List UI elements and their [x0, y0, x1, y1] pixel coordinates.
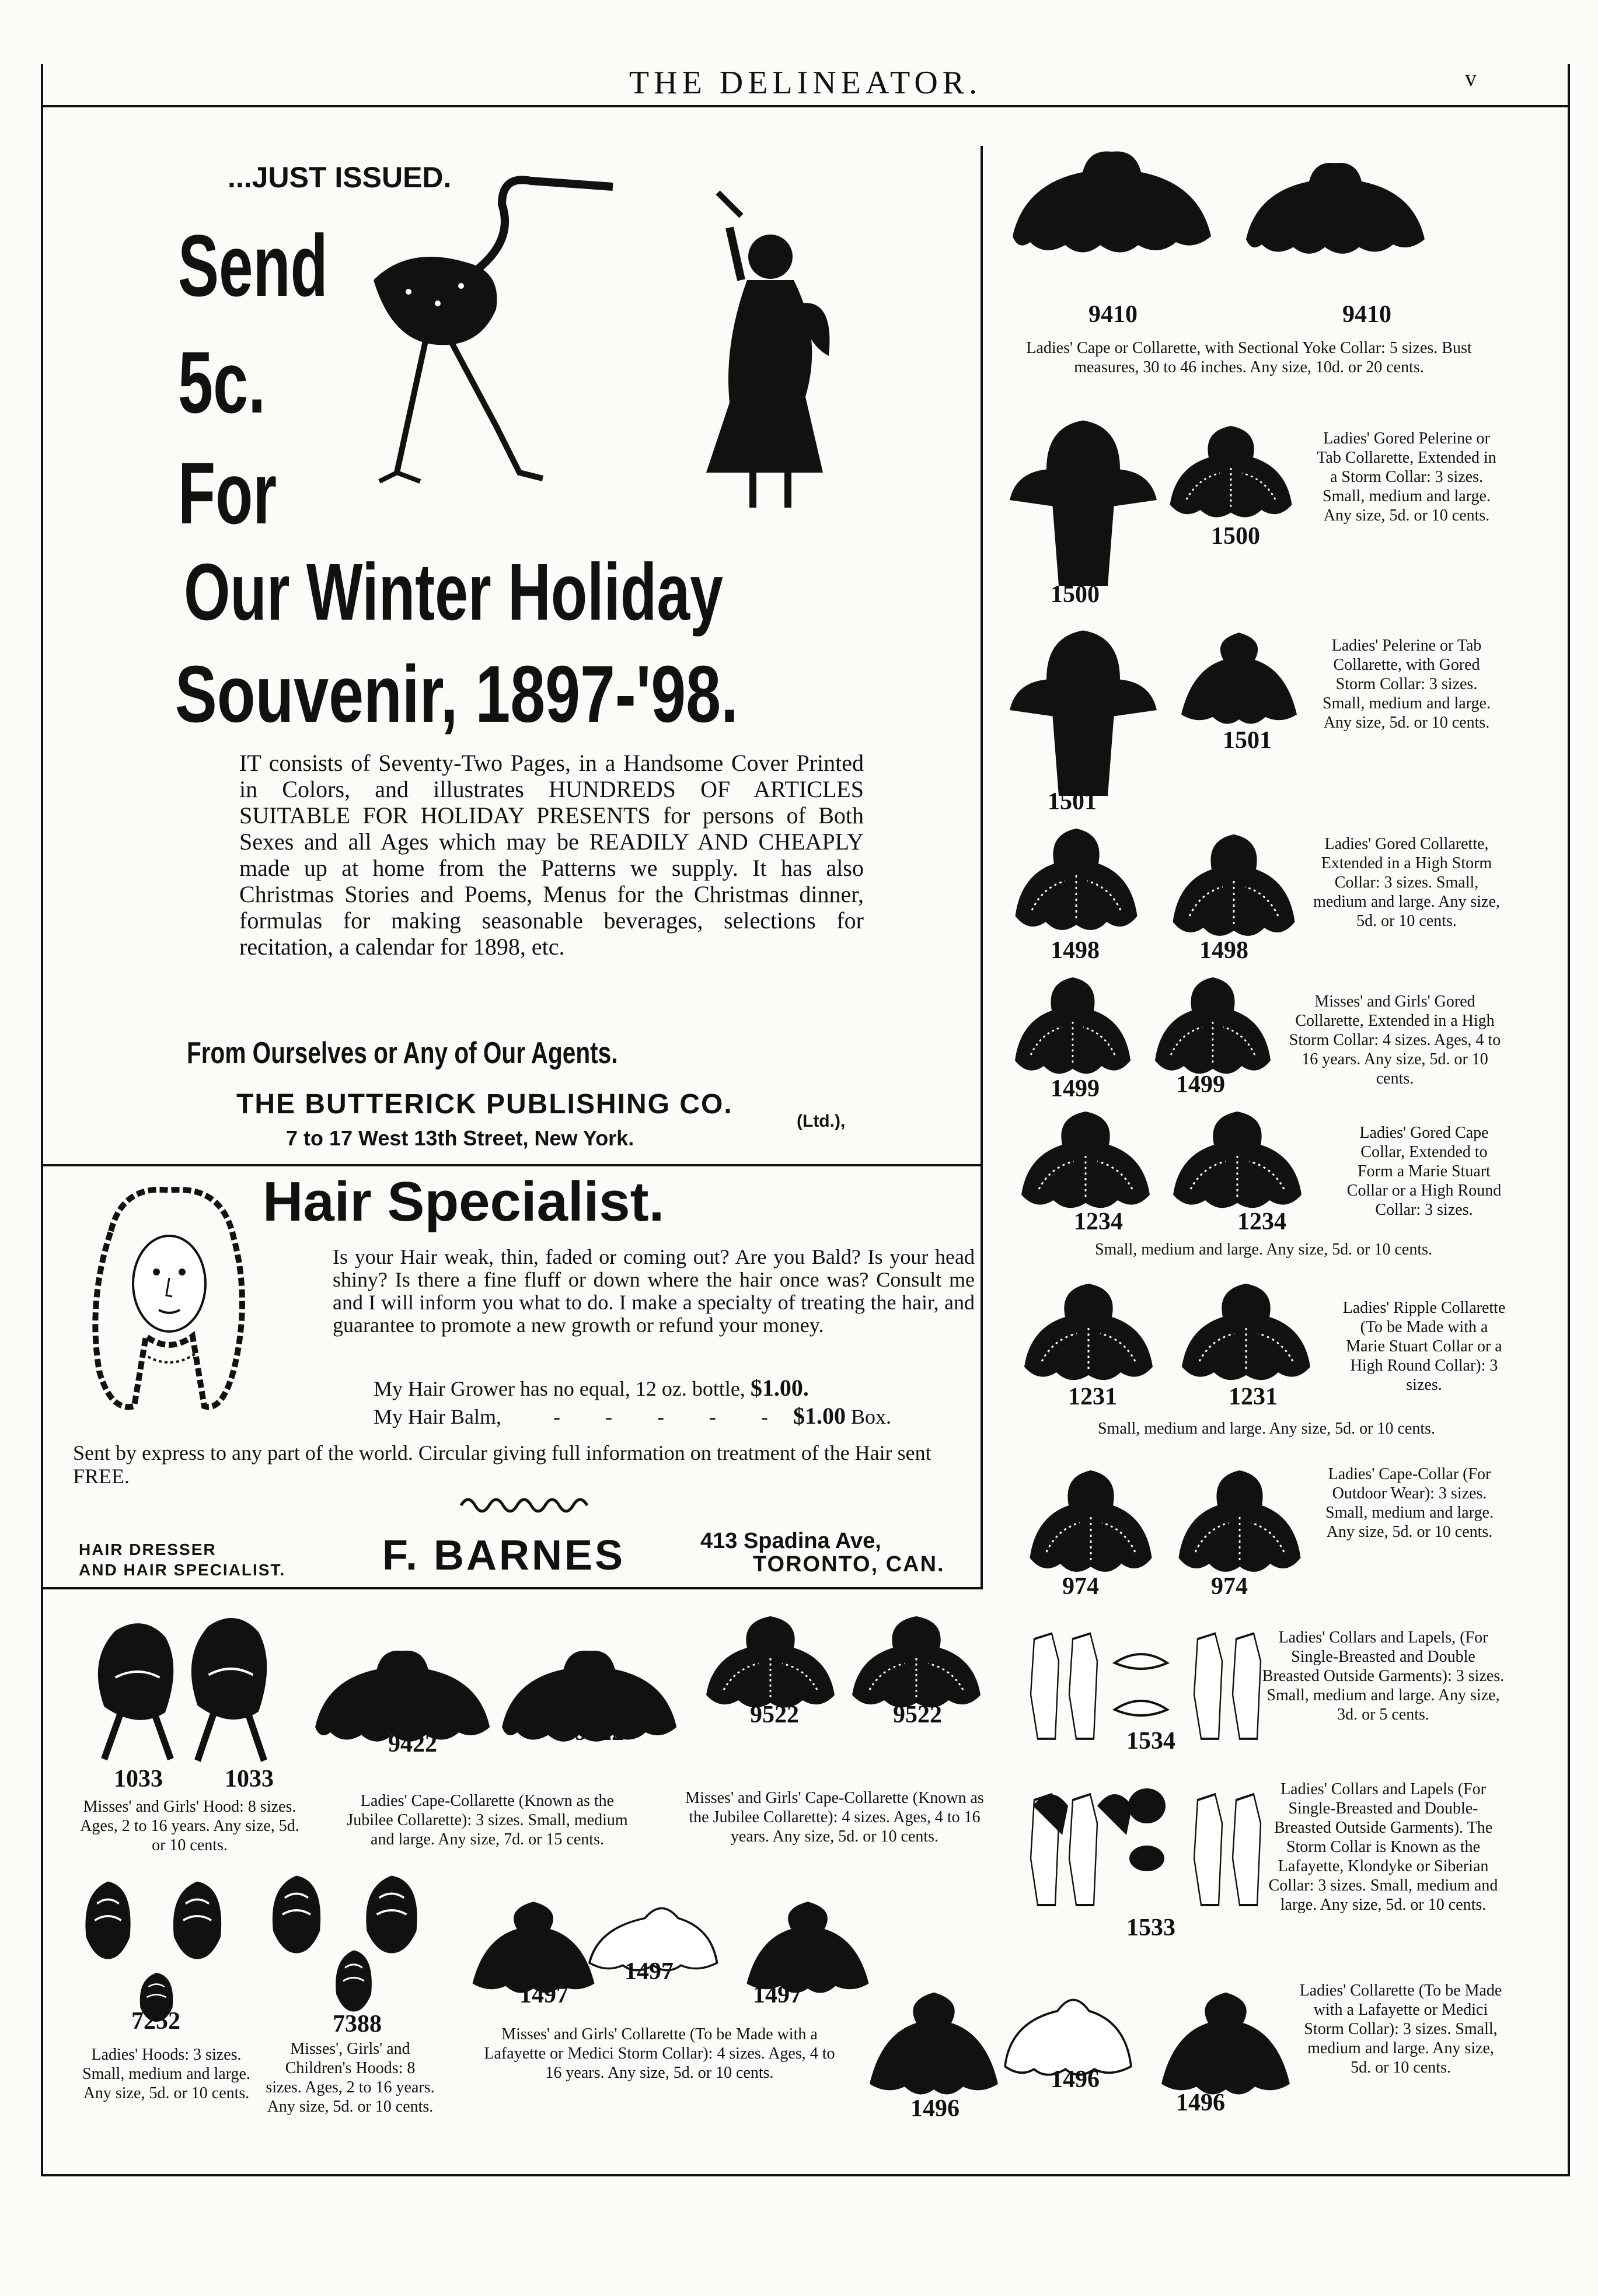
pattern-1500-illustration	[1010, 414, 1313, 589]
pattern-number: 1231	[1068, 1383, 1117, 1410]
frame-bottom	[41, 2174, 1570, 2176]
header-rule	[41, 105, 1570, 107]
pattern-number: 9422	[388, 1731, 437, 1757]
pattern-caption: Ladies' Gored Collarette, Extended in a High Storm Collar: 3 sizes. Small, medium and large. Any size, 5d. or 10 cents.	[1313, 835, 1500, 930]
souvenir-description: IT consists of Seventy-Two Pages, in a Handsome Cover Printed in Colors, and illustrates HUNDREDS OF ARTICLES SUITABLE FOR HOLIDAY PRESENTS for persons of Both Sexes and all Ages which may be READILY AND CHEAPLY made up at home from the Patterns we supply. It has also Christmas Stories and Poems, Menus for the Christmas dinner, formulas for making seasonable beverages, selections for recitation, a calendar for 1898, etc.	[239, 750, 864, 960]
pattern-caption: Ladies' Gored Cape Collar, Extended to Form a Marie Stuart Collar or a High Round Collar: 3 sizes.	[1346, 1124, 1502, 1219]
pattern-number: 1533	[1126, 1914, 1175, 1941]
frame-right	[1568, 64, 1570, 2176]
hair-balm-unit: Box.	[850, 1405, 891, 1428]
bottom-section-rule	[41, 1587, 983, 1589]
pattern-number: 9410	[1342, 301, 1391, 328]
pattern-9410-illustration	[1013, 149, 1398, 300]
frame-left	[41, 64, 43, 2176]
pattern-number: 974	[1062, 1573, 1099, 1600]
company-address: 7 to 17 West 13th Street, New York.	[286, 1126, 634, 1150]
pattern-caption: Ladies' Cape or Collarette, with Sectional Yoke Collar: 5 sizes. Bust measures, 30 to 46 inches. Any size, 10d. or 20 cents.	[1026, 339, 1472, 376]
pattern-number: 9522	[750, 1701, 799, 1728]
headline-line1: Our Winter Holiday	[184, 547, 723, 637]
pattern-number: 1497	[753, 1982, 802, 2008]
pattern-number: 1231	[1229, 1383, 1278, 1410]
pattern-caption: Misses' and Girls' Gored Collarette, Extended in a High Storm Collar: 4 sizes. Ages, 4 to 16 years. Any size, 5d. or 10 cents.	[1289, 993, 1501, 1088]
pattern-number: 1501	[1048, 788, 1097, 815]
pattern-number: 1496	[1051, 2066, 1100, 2093]
hair-role-line1: HAIR DRESSER	[79, 1540, 217, 1558]
pattern-1234-illustration	[1010, 1112, 1319, 1217]
woman-portrait-illustration	[88, 1184, 251, 1418]
pattern-caption: Misses', Girls' and Children's Hoods: 8 sizes. Ages, 2 to 16 years. Any size, 5d. or 10 cents.	[266, 2040, 435, 2116]
hair-express-note: Sent by express to any part of the world. Circular giving full information on treatment of the Hair sent FREE.	[73, 1441, 931, 1488]
pattern-number: 9410	[1088, 301, 1138, 328]
pattern-number: 7252	[131, 2008, 180, 2035]
pattern-number: 1033	[114, 1766, 163, 1792]
pattern-1231-illustration	[1018, 1284, 1328, 1389]
pattern-number: 1497	[519, 1982, 568, 2008]
just-issued-kicker: ...JUST ISSUED.	[228, 161, 452, 194]
company-name: THE BUTTERICK PUBLISHING CO.	[236, 1089, 733, 1120]
pattern-number: 1500	[1051, 581, 1100, 608]
for-word: For	[178, 444, 277, 542]
hair-balm-price: $1.00	[793, 1403, 846, 1429]
pattern-number: 1234	[1237, 1208, 1286, 1235]
pattern-9522-illustration	[700, 1616, 992, 1710]
hair-address-line1: 413 Spadina Ave,	[700, 1529, 881, 1553]
company-ltd: (Ltd.),	[797, 1112, 846, 1131]
from-ourselves-line: From Ourselves or Any of Our Agents.	[187, 1036, 618, 1070]
hair-grower-label: My Hair Grower has no equal, 12 oz. bottle,	[374, 1377, 745, 1400]
pattern-number: 1033	[225, 1766, 274, 1792]
send-word: Send	[178, 216, 328, 314]
pattern-caption: Ladies' Collars and Lapels (For Single-Breasted and Double-Breasted Outside Garments). The Storm Collar is Known as the Lafayette, Klondyke or Siberian Collar: 3 sizes. Small, medium and large. Any size, 5d. or 10 cents.	[1268, 1780, 1498, 1914]
pattern-caption: Misses' and Girls' Collarette (To be Made with a Lafayette or Medici Storm Collar): 4 sizes. Ages, 4 to 16 years. Any size, 5d. or 10 cents.	[484, 2025, 835, 2082]
hair-specialist-name: F. BARNES	[382, 1532, 626, 1579]
price-5c: 5c.	[178, 333, 266, 431]
hair-ad-title: Hair Specialist.	[263, 1170, 665, 1233]
pattern-number: 1496	[1176, 2089, 1225, 2116]
page-header-title: THE DELINEATOR.	[629, 65, 982, 101]
pattern-1533-illustration	[1027, 1783, 1272, 1923]
pattern-subcaption: Small, medium and large. Any size, 5d. or 10 cents.	[1094, 1240, 1433, 1259]
pattern-number: 974	[1211, 1573, 1248, 1600]
pattern-caption: Ladies' Cape-Collarette (Known as the Jubilee Collarette): 3 sizes. Small, medium and large. Any size, 7d. or 15 cents.	[347, 1792, 628, 1848]
pattern-number: 1498	[1199, 937, 1248, 964]
hair-role-line2: AND HAIR SPECIALIST.	[79, 1561, 286, 1579]
pattern-subcaption: Small, medium and large. Any size, 5d. or 10 cents.	[1097, 1420, 1436, 1438]
pattern-1499-illustration	[1010, 977, 1290, 1082]
hair-grower-price: $1.00.	[750, 1375, 809, 1401]
hair-ad-body: Is your Hair weak, thin, faded or coming out? Are you Bald? Is your head shiny? Is there a fine fluff or down where the hair once was? Consult me and I will inform you what to do. I make a specialty of treating the hair, and guarantee to promote a new growth or refund your money.	[333, 1245, 975, 1337]
pattern-1498-illustration	[1010, 829, 1313, 945]
pattern-caption: Ladies' Collars and Lapels, (For Single-Breasted and Double Breasted Outside Garments): 3 sizes. Small, medium and large. Any size, 3d. or 5 cents.	[1262, 1628, 1505, 1724]
pattern-caption: Ladies' Collarette (To be Made with a Lafayette or Medici Storm Collar): 3 sizes. Small, medium and large. Any size, 5d. or 10 cents.	[1299, 1982, 1502, 2077]
pattern-number: 1497	[624, 1958, 674, 1985]
pattern-caption: Ladies' Ripple Collarette (To be Made with a Marie Stuart Collar or a High Round Collar): 3 sizes.	[1342, 1299, 1506, 1394]
pattern-caption: Ladies' Gored Pelerine or Tab Collarette, Extended in a Storm Collar: 3 sizes. Small, medium and large. Any size, 5d. or 10 cents.	[1317, 429, 1496, 525]
pattern-caption: Ladies' Pelerine or Tab Collarette, with Gored Storm Collar: 3 sizes. Small, medium and large. Any size, 5d. or 10 cents.	[1323, 637, 1491, 732]
headline-line2: Souvenir, 1897-'98.	[175, 649, 738, 739]
decorative-squiggle	[461, 1494, 595, 1511]
pattern-number: 1501	[1223, 727, 1272, 754]
hair-grower-line	[374, 1374, 809, 1402]
pattern-number: 1496	[910, 2095, 960, 2122]
pattern-number: 1234	[1074, 1208, 1123, 1235]
stork-illustration	[362, 169, 689, 496]
column-divider	[981, 146, 983, 1587]
pattern-number: 9422	[575, 1719, 624, 1746]
hair-balm-dashes: - - - - -	[553, 1405, 788, 1428]
pattern-caption: Misses' and Girls' Cape-Collarette (Known as the Jubilee Collarette): 4 sizes. Ages, 4 to 16 years. Any size, 5d. or 10 cents.	[685, 1789, 984, 1846]
pattern-number: 9522	[893, 1701, 942, 1728]
pattern-number: 1499	[1176, 1071, 1225, 1098]
ad-divider	[41, 1164, 981, 1166]
pattern-number: 1534	[1126, 1728, 1175, 1755]
pattern-number: 7388	[333, 2011, 382, 2038]
page-number: v	[1465, 65, 1477, 91]
pattern-number: 1500	[1211, 523, 1260, 550]
hair-balm-line	[374, 1402, 891, 1430]
pattern-7388-illustration	[268, 1870, 444, 2022]
pattern-974-illustration	[1024, 1470, 1316, 1575]
pattern-number: 1498	[1051, 937, 1100, 964]
pattern-caption: Misses' and Girls' Hood: 8 sizes. Ages, 2 to 16 years. Any size, 5d. or 10 cents.	[80, 1798, 299, 1854]
pattern-1501-illustration	[1010, 624, 1313, 799]
cherub-illustration	[706, 193, 835, 519]
pattern-1033-illustration	[88, 1613, 280, 1771]
hair-balm-label: My Hair Balm,	[374, 1405, 501, 1428]
pattern-caption: Ladies' Hoods: 3 sizes. Small, medium and large. Any size, 5d. or 10 cents.	[82, 2046, 250, 2102]
pattern-caption: Ladies' Cape-Collar (For Outdoor Wear): 3 sizes. Small, medium and large. Any size, 5d. or 10 cents.	[1325, 1465, 1494, 1541]
hair-address-line2: TORONTO, CAN.	[753, 1552, 945, 1577]
pattern-number: 1499	[1051, 1075, 1100, 1102]
